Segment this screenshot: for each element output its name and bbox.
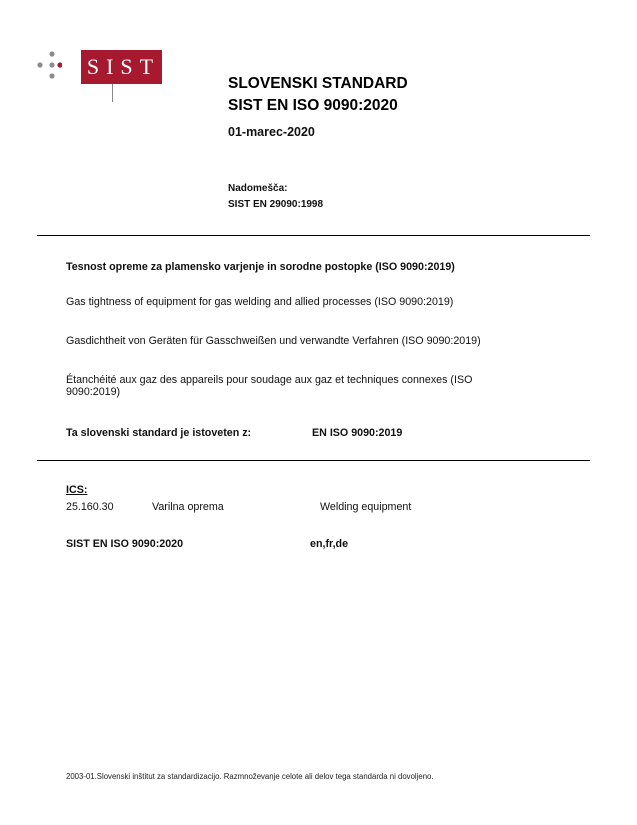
- identical-value: EN ISO 9090:2019: [312, 427, 403, 439]
- title-fr-line1: Étanchéité aux gaz des appareils pour soudage aux gaz et techniques connexes (ISO: [66, 374, 473, 386]
- title-sl: Tesnost opreme za plamensko varjenje in sorodne postopke (ISO 9090:2019): [66, 261, 455, 273]
- replaces-value: SIST EN 29090:1998: [228, 199, 324, 210]
- title-fr-line2: 9090:2019): [66, 386, 121, 398]
- sist-logo-dots-icon: [36, 50, 62, 80]
- copyright-footer: 2003-01.Slovenski inštitut za standardizacijo. Razmnoževanje celote ali delov tega standarda ni dovoljeno.: [66, 772, 434, 781]
- ics-description-en: Welding equipment: [320, 501, 412, 513]
- languages: en,fr,de: [310, 538, 349, 550]
- ics-code: 25.160.30: [66, 501, 114, 513]
- ics-label: ICS:: [66, 484, 88, 496]
- title-en: Gas tightness of equipment for gas welding and allied processes (ISO 9090:2019): [66, 296, 454, 308]
- bottom-divider: [37, 460, 590, 461]
- identical-label: Ta slovenski standard je istoveten z:: [66, 427, 252, 439]
- standard-type: SLOVENSKI STANDARD: [228, 75, 408, 92]
- replaces-label: Nadomešča:: [228, 183, 288, 194]
- top-divider: [37, 235, 590, 236]
- sist-logo: SIST: [81, 50, 162, 84]
- ics-description-sl: Varilna oprema: [152, 501, 224, 513]
- logo-divider: [112, 84, 113, 102]
- publication-date: 01-marec-2020: [228, 125, 315, 139]
- title-de: Gasdichtheit von Geräten für Gasschweißen und verwandte Verfahren (ISO 9090:2019): [66, 335, 481, 347]
- standard-id: SIST EN ISO 9090:2020: [228, 97, 398, 114]
- document-id: SIST EN ISO 9090:2020: [66, 538, 184, 550]
